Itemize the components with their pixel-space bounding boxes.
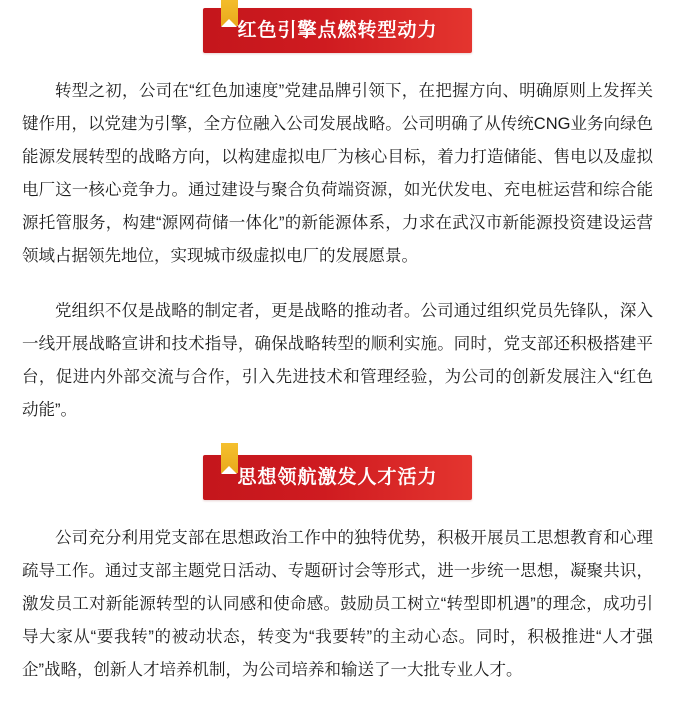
body-paragraph: 公司充分利用党支部在思想政治工作中的独特优势，积极开展员工思想教育和心理疏导工作。通过支部主题党日活动、专题研讨会等形式，进一步统一思想，凝聚共识，激发员工对新能源转型的认同感和使命感。鼓励员工树立“转型即机遇”的理念，成功引导大家从“要我转”的被动状态，转变为“我要转”的主动心态。同时，积极推进“人才强企”战略，创新人才培养机制，为公司培养和输送了一大批专业人才。 (22, 529, 653, 679)
document-section (22, 427, 653, 687)
paragraph-block (22, 522, 653, 687)
body-paragraph: 党组织不仅是战略的制定者，更是战略的推动者。公司通过组织党员先锋队，深入一线开展战略宣讲和技术指导，确保战略转型的顺利实施。同时，党支部还积极搭建平台，促进内外部交流与合作，引入先进技术和管理经验，为公司的创新发展注入“红色动能”。 (22, 302, 653, 419)
bookmark-ribbon-icon (221, 0, 238, 26)
bookmark-ribbon-icon (221, 443, 238, 473)
paragraph-block (22, 295, 653, 427)
section-heading-banner (203, 455, 471, 500)
section-heading-banner-wrap (22, 0, 653, 53)
section-heading-text: 思想领航激发人才活力 (237, 467, 438, 488)
paragraph-block (22, 75, 653, 273)
section-heading-text: 红色引擎点燃转型动力 (237, 20, 438, 41)
body-paragraph: 转型之初，公司在“红色加速度”党建品牌引领下，在把握方向、明确原则上发挥关键作用，以党建为引擎，全方位融入公司发展战略。公司明确了从传统CNG业务向绿色能源发展转型的战略方向，以构建虚拟电厂为核心目标，着力打造储能、售电以及虚拟电厂这一核心竞争力。通过建设与聚合负荷端资源，如光伏发电、充电桩运营和综合能源托管服务，构建“源网荷储一体化”的新能源体系，力求在武汉市新能源投资建设运营领域占据领先地位，实现城市级虚拟电厂的发展愿景。 (22, 82, 653, 265)
section-heading-banner (203, 8, 471, 53)
section-heading-banner-wrap (22, 427, 653, 500)
document-section (22, 0, 653, 427)
